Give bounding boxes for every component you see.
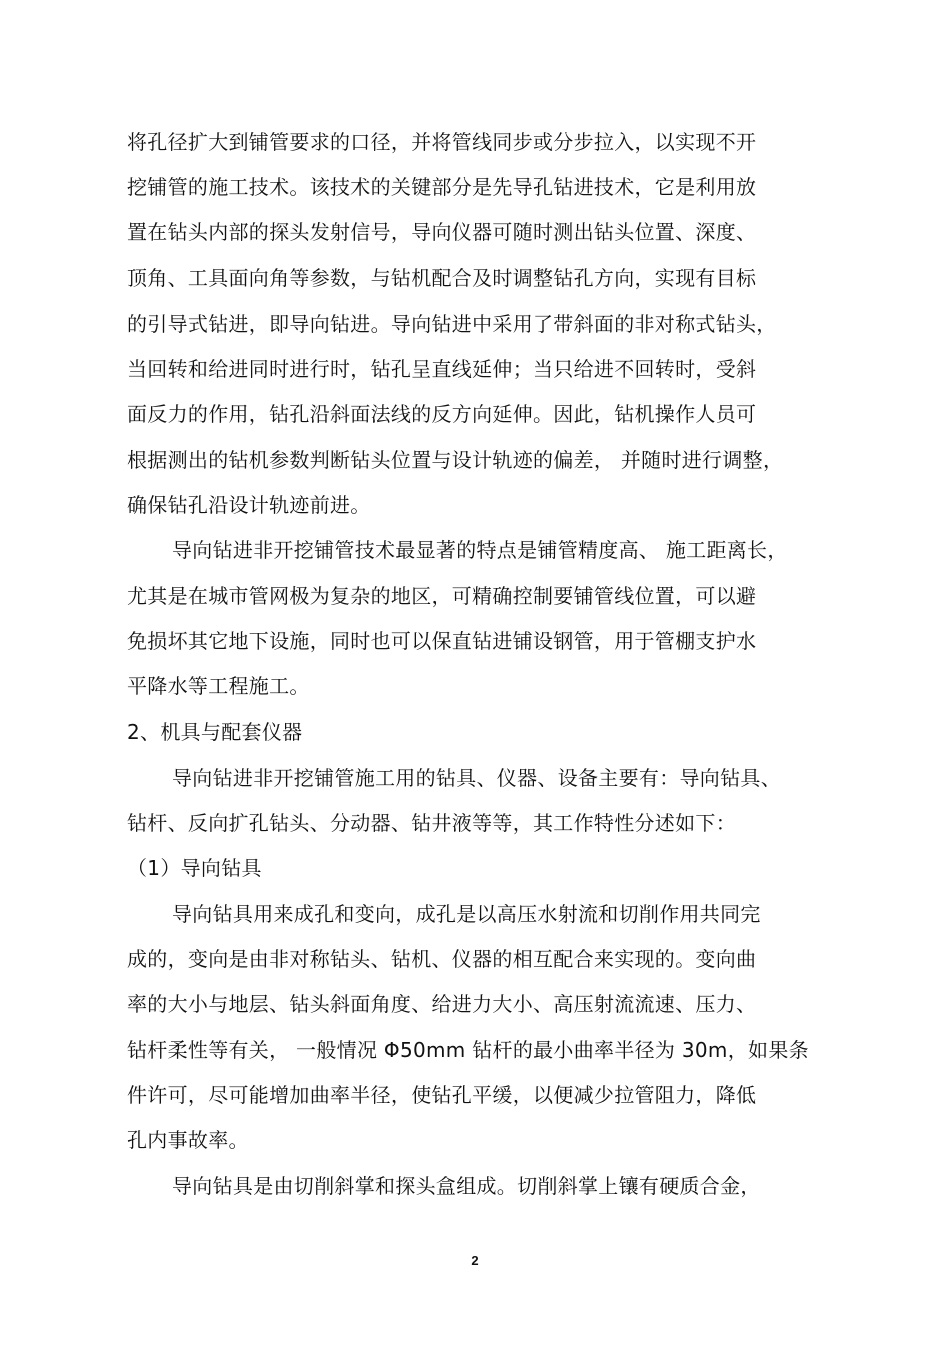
paragraph-line: 率的大小与地层、钻头斜面角度、给进力大小、高压射流流速、压力、 <box>127 992 757 1016</box>
paragraph-line: 确保钻孔沿设计轨迹前进。 <box>127 493 371 517</box>
paragraph-line: 导向钻具是由切削斜掌和探头盒组成。切削斜掌上镶有硬质合金， <box>172 1174 761 1198</box>
paragraph-line: 根据测出的钻机参数判断钻头位置与设计轨迹的偏差， 并随时进行调整， <box>127 448 784 472</box>
paragraph-line: 尤其是在城市管网极为复杂的地区，可精确控制要铺管线位置，可以避 <box>127 584 757 608</box>
paragraph-line: 导向钻具用来成孔和变向，成孔是以高压水射流和切削作用共同完 <box>172 902 761 926</box>
paragraph-line: 的引导式钻进，即导向钻进。导向钻进中采用了带斜面的非对称式钻头， <box>127 312 777 336</box>
paragraph-line: 孔内事故率。 <box>127 1128 249 1152</box>
paragraph-line: 置在钻头内部的探头发射信号，导向仪器可随时测出钻头位置、深度、 <box>127 220 757 244</box>
paragraph-line: 顶角、工具面向角等参数，与钻机配合及时调整钻孔方向，实现有目标 <box>127 266 757 290</box>
paragraph-line: 钻杆柔性等有关， 一般情况 Φ50mm 钻杆的最小曲率半径为 30m，如果条 <box>127 1038 809 1062</box>
paragraph-line: 导向钻进非开挖铺管技术最显著的特点是铺管精度高、 施工距离长， <box>172 538 788 562</box>
page-number: 2 <box>471 1253 479 1268</box>
paragraph-line: 平降水等工程施工。 <box>127 674 310 698</box>
paragraph-line: 免损坏其它地下设施，同时也可以保直钻进铺设钢管，用于管棚支护水 <box>127 629 757 653</box>
paragraph-line: 钻杆、反向扩孔钻头、分动器、钻井液等等，其工作特性分述如下： <box>127 811 736 835</box>
paragraph-line: 成的，变向是由非对称钻头、钻机、仪器的相互配合来实现的。变向曲 <box>127 947 757 971</box>
subsection-heading: （1）导向钻具 <box>127 856 262 880</box>
paragraph-line: 挖铺管的施工技术。该技术的关键部分是先导孔钻进技术，它是利用放 <box>127 175 757 199</box>
paragraph-line: 件许可，尽可能增加曲率半径，使钻孔平缓，以便减少拉管阻力，降低 <box>127 1083 757 1107</box>
paragraph-line: 当回转和给进同时进行时，钻孔呈直线延伸；当只给进不回转时，受斜 <box>127 357 757 381</box>
paragraph-line: 导向钻进非开挖铺管施工用的钻具、仪器、设备主要有：导向钻具、 <box>172 766 781 790</box>
paragraph-line: 面反力的作用，钻孔沿斜面法线的反方向延伸。因此，钻机操作人员可 <box>127 402 757 426</box>
paragraph-line: 将孔径扩大到铺管要求的口径，并将管线同步或分步拉入，以实现不开 <box>127 130 757 154</box>
section-heading: 2、机具与配套仪器 <box>127 720 303 744</box>
